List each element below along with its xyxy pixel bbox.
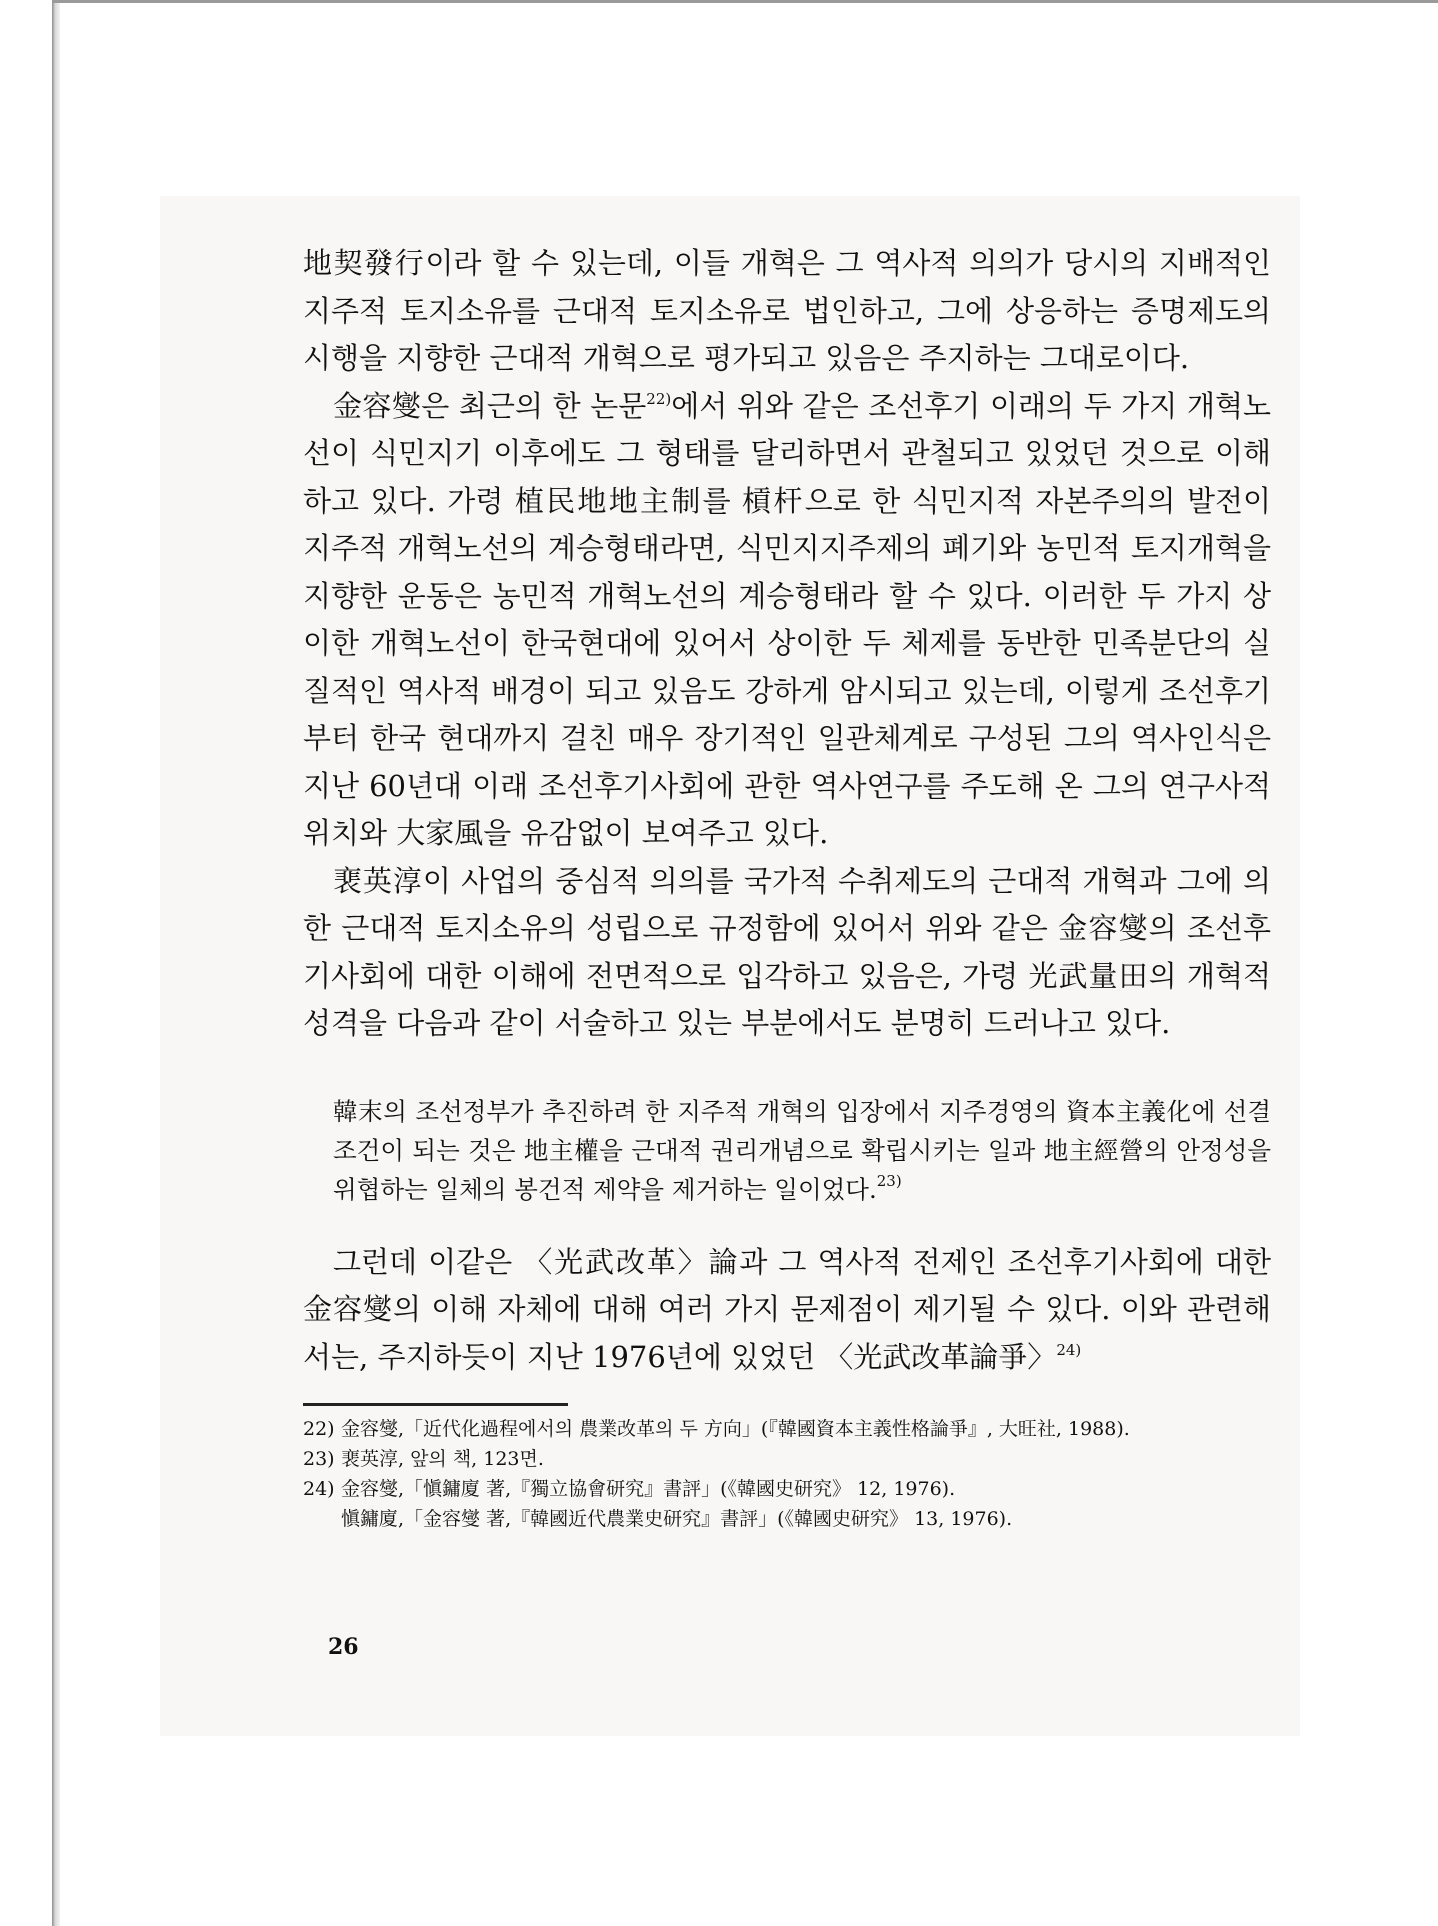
body-paragraph-2 [303, 383, 1271, 858]
footnote-number: 23) [303, 1448, 335, 1470]
para2-start: 金容燮은 최근의 한 논문 [333, 388, 647, 423]
body-paragraph-4 [303, 1239, 1271, 1382]
page-content [303, 240, 1271, 1534]
footnote-ref-24[interactable]: 24) [1056, 1340, 1082, 1359]
para2-rest: 에서 위와 같은 조선후기 이래의 두 가지 개혁노선이 식민지기 이후에도 그 형태를 달리하면서 관철되고 있었던 것으로 이해하고 있다. 가령 植民地地主制를 槓杆으로 한 식민지적 자본주의의 발전이 지주적 개혁노선의 계승형태라면, 식민지지주제의 폐기와 농민적 토지개혁을 지향한 운동은 농민적 개혁노선의 계승형태라 할 수 있다. 이러한 두 가지 상이한 개혁노선이 한국현대에 있어서 상이한 두 체제를 동반한 민족분단의 실질적인 역사적 배경이 되고 있음도 강하게 암시되고 있는데, 이렇게 조선후기부터 한국 현대까지 걸친 매우 장기적인 일관체계로 구성된 그의 역사인식은 지난 60년대 이래 조선후기사회에 관한 역사연구를 주도해 온 그의 연구사적 위치와 大家風을 유감없이 보여주고 있다. [303, 388, 1271, 850]
page-left-edge [52, 0, 60, 1926]
body-paragraph-1: 地契發行이라 할 수 있는데, 이들 개혁은 그 역사적 의의가 당시의 지배적인 지주적 토지소유를 근대적 토지소유로 법인하고, 그에 상응하는 증명제도의 시행을 지향한 근대적 개혁으로 평가되고 있음은 주지하는 그대로이다. [303, 246, 1271, 375]
page-number: 26 [328, 1634, 359, 1660]
footnote-text: 裵英淳, 앞의 책, 123면. [341, 1448, 544, 1470]
footnote-number: 24) [303, 1478, 335, 1500]
body-paragraph-3: 裵英淳이 사업의 중심적 의의를 국가적 수취제도의 근대적 개혁과 그에 의한 근대적 토지소유의 성립으로 규정함에 있어서 위와 같은 金容燮의 조선후기사회에 대한 이해에 전면적으로 입각하고 있음은, 가령 光武量田의 개혁적 성격을 다음과 같이 서술하고 있는 부분에서도 분명히 드러나고 있다. [303, 863, 1271, 1040]
footnote-text: 金容燮,「近代化過程에서의 農業改革의 두 方向」(『韓國資本主義性格論爭』, 大旺社, 1988). [341, 1418, 1130, 1440]
para4-text: 그런데 이같은 〈光武改革〉論과 그 역사적 전제인 조선후기사회에 대한 金容燮의 이해 자체에 대해 여러 가지 문제점이 제기될 수 있다. 이와 관련해서는, 주지하듯이 지난 1976년에 있었던 〈光武改革論爭〉 [303, 1244, 1271, 1374]
footnote-22 [303, 1414, 1271, 1444]
footnote-23 [303, 1444, 1271, 1474]
block-quote [303, 1092, 1271, 1209]
quote-text: 韓末의 조선정부가 추진하려 한 지주적 개혁의 입장에서 지주경영의 資本主義化에 선결조건이 되는 것은 地主權을 근대적 권리개념으로 확립시키는 일과 地主經營의 안정성을 위협하는 일체의 봉건적 제약을 제거하는 일이었다. [333, 1096, 1271, 1204]
footnote-24 [303, 1474, 1271, 1504]
page-top-edge [52, 0, 1438, 3]
footnote-number: 22) [303, 1418, 335, 1440]
footnote-ref-23[interactable]: 23) [876, 1171, 902, 1190]
footnote-ref-22[interactable]: 22) [646, 389, 672, 408]
viewer-background [0, 0, 52, 1926]
footnote-divider [303, 1403, 568, 1406]
footnotes [303, 1414, 1271, 1534]
footnote-text: 金容燮,「愼鏞廈 著,『獨立協會研究』書評」(《韓國史研究》 12, 1976). [341, 1478, 956, 1500]
footnote-24-continuation: 愼鏞廈,「金容燮 著,『韓國近代農業史研究』書評」(《韓國史研究》 13, 1976). [341, 1508, 1013, 1530]
